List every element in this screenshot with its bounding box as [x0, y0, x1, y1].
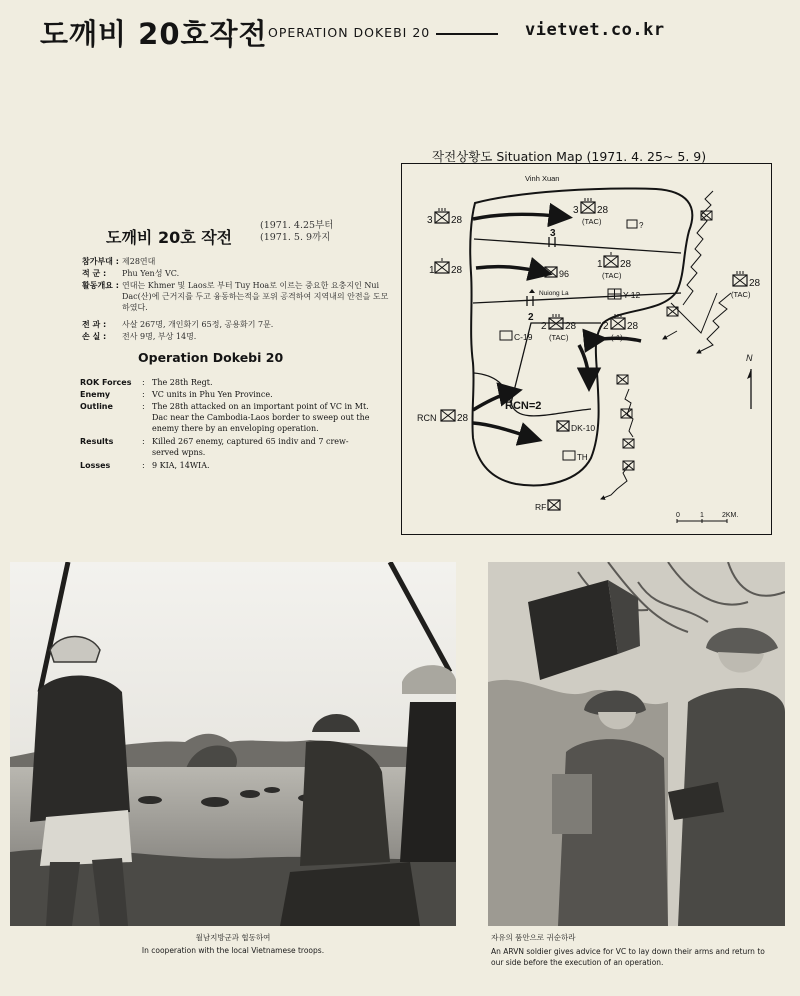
operation-area-outline — [470, 189, 692, 486]
svg-text:28: 28 — [749, 278, 761, 289]
summary-en-value: VC units in Phu Yen Province. — [152, 390, 273, 399]
svg-text:1: 1 — [429, 265, 435, 276]
svg-text:28: 28 — [457, 413, 469, 424]
site-watermark: vietvet.co.kr — [525, 20, 665, 40]
svg-text:2: 2 — [541, 321, 547, 332]
operation-title-korean: 도깨비 20호 작전 — [106, 228, 233, 247]
svg-text:(TAC): (TAC) — [549, 333, 569, 342]
north-arrow — [746, 353, 753, 409]
map-label-num-2: 2 — [528, 312, 534, 323]
unit-symbol — [429, 258, 463, 276]
enemy-marker — [627, 220, 644, 230]
photo-loudspeaker — [488, 562, 785, 926]
summary-ko-row — [82, 319, 392, 330]
position-marker — [563, 451, 588, 462]
summary-ko-row — [82, 331, 392, 342]
unit-symbol — [731, 271, 761, 299]
attack-arrow — [476, 267, 546, 273]
attack-arrow — [579, 345, 589, 385]
unit-symbol — [427, 208, 463, 226]
page-title-english: OPERATION DOKEBI 20 — [268, 25, 431, 40]
position-marker — [608, 289, 640, 300]
summary-ko-value: 사살 267명, 개인화기 65정, 공용화기 7문. — [122, 320, 274, 329]
operation-title-english: Operation Dokebi 20 — [138, 350, 284, 365]
unit-symbol — [541, 314, 577, 342]
summary-en-label: Enemy — [80, 390, 111, 399]
svg-text:28: 28 — [597, 205, 609, 216]
summary-en-label: Outline — [80, 402, 113, 411]
svg-text:3: 3 — [573, 205, 579, 216]
summary-en-row: ROK Forces : The 28th Regt. — [80, 377, 372, 388]
map-label-vinh-xuan: Vinh Xuan — [525, 174, 560, 183]
situation-map — [401, 163, 772, 535]
map-label-rcn: RCN=2 — [505, 400, 542, 412]
svg-text:Y-12: Y-12 — [623, 290, 641, 300]
attack-arrow — [473, 423, 536, 439]
photo-river-crossing-image — [10, 562, 456, 926]
map-title: 작전상황도 Situation Map (1971. 4. 25~ 5. 9) — [432, 149, 707, 164]
photo-river-crossing — [10, 562, 456, 926]
svg-text:28: 28 — [451, 265, 463, 276]
position-marker — [500, 331, 533, 342]
unit-symbol — [597, 252, 632, 280]
svg-text:RF: RF — [535, 502, 547, 512]
photo-right-caption-korean: 자유의 품안으로 귀순하라 — [491, 933, 576, 942]
unit-symbol — [557, 421, 595, 433]
svg-text:3: 3 — [427, 215, 433, 226]
boundary-line — [473, 293, 681, 303]
summary-en-value: The 28th attacked on an important point of VC in Mt. Dac near the Cambodia-Laos border to sweep out the enemy there by an enveloping operation. — [152, 402, 370, 433]
movement-route — [697, 293, 731, 353]
unit-symbol — [573, 198, 609, 226]
summary-ko-label: 활동개요 : — [82, 281, 119, 290]
unit-symbol — [545, 267, 569, 279]
summary-ko-row — [82, 280, 392, 313]
operation-date-start: (1971. 4.25부터 — [260, 220, 334, 231]
summary-ko-row — [82, 268, 392, 279]
summary-en-value: The 28th Regt. — [152, 378, 213, 387]
svg-text:28: 28 — [627, 321, 639, 332]
photo-right-caption-english: An ARVN soldier gives advice for VC to lay down their arms and return to our side before the execution of an operation. — [491, 947, 765, 967]
svg-text:RCN: RCN — [417, 413, 437, 423]
summary-en-row: Enemy : VC units in Phu Yen Province. — [80, 389, 372, 400]
svg-text:(TAC): (TAC) — [582, 217, 602, 226]
page-title-korean: 도깨비 20호작전 — [40, 17, 268, 51]
movement-route — [683, 191, 713, 305]
summary-en-row: Outline : The 28th attacked on an important point of VC in Mt. Dac near the Cambodia-Laos border to sweep out the enemy there by an enveloping operation. — [80, 401, 372, 434]
svg-text:C-19: C-19 — [514, 332, 533, 342]
summary-ko-value: Phu Yen성 VC. — [122, 269, 180, 278]
summary-ko-label: 전 과 : — [82, 320, 107, 329]
summary-ko-value: 전사 9명, 부상 14명. — [122, 332, 197, 341]
svg-text:28: 28 — [620, 259, 632, 270]
map-label-nuiong-la: Nuiong La — [539, 290, 569, 297]
summary-ko-label: 적 군 : — [82, 269, 107, 278]
boundary-line — [474, 239, 681, 253]
unit-symbol — [535, 500, 560, 512]
summary-ko-label: 참가부대 : — [82, 257, 119, 266]
svg-text:1: 1 — [597, 259, 603, 270]
svg-text:N: N — [746, 353, 753, 363]
svg-text:(TAC): (TAC) — [602, 271, 622, 280]
svg-text:28: 28 — [451, 215, 463, 226]
summary-en-value: Killed 267 enemy, captured 65 indiv and 7 crew-served wpns. — [152, 437, 349, 457]
summary-en-label: Results — [80, 437, 114, 446]
svg-text:(TAC): (TAC) — [731, 290, 751, 299]
summary-en-value: 9 KIA, 14WIA. — [152, 461, 210, 470]
map-label-num-3: 3 — [550, 228, 556, 239]
summary-en-label: ROK Forces — [80, 378, 132, 387]
attack-arrow — [473, 214, 566, 219]
summary-ko-value: 연대는 Khmer 및 Laos로 부터 Tuy Hoa로 이르는 중요한 요충지인 Nui Dac(산)에 근거지를 두고 융동하는적을 포위 공격하여 지역내의 안전을 도모하였다. — [122, 281, 389, 312]
svg-text:96: 96 — [559, 269, 570, 279]
operation-dates — [260, 220, 333, 244]
svg-text:2: 2 — [603, 321, 609, 332]
svg-text:(-1): (-1) — [611, 333, 623, 342]
summary-en-label: Losses — [80, 461, 111, 470]
summary-ko-label: 손 실 : — [82, 332, 107, 341]
movement-route — [663, 331, 677, 339]
title-divider — [436, 33, 498, 35]
unit-symbol — [417, 410, 469, 424]
operation-date-end: (1971. 5. 9까지 — [260, 232, 331, 243]
summary-en-row: Losses : 9 KIA, 14WIA. — [80, 460, 372, 471]
svg-text:1: 1 — [700, 512, 704, 519]
svg-text:28: 28 — [565, 321, 577, 332]
photo-left-caption-korean: 월남지방군과 협동하여 — [195, 933, 271, 942]
photo-loudspeaker-image — [488, 562, 785, 926]
photo-left-caption-english: In cooperation with the local Vietnamese troops. — [141, 946, 325, 955]
summary-en-row: Results : Killed 267 enemy, captured 65 indiv and 7 crew-served wpns. — [80, 436, 372, 458]
summary-ko-row — [82, 256, 392, 267]
svg-text:DK-10: DK-10 — [571, 423, 596, 433]
svg-text:0: 0 — [676, 512, 680, 519]
movement-route — [601, 463, 631, 499]
scale-bar — [676, 512, 738, 523]
svg-text:TH: TH — [577, 453, 588, 462]
svg-text:2KM.: 2KM. — [722, 512, 739, 519]
summary-ko-value: 제28연대 — [122, 257, 156, 266]
svg-text:?: ? — [639, 221, 644, 230]
